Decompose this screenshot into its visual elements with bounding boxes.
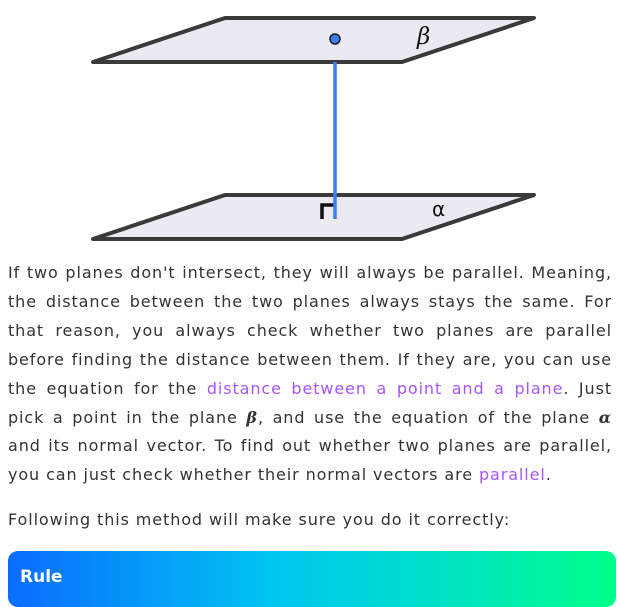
alpha-symbol: α <box>598 407 612 427</box>
plane-beta <box>93 18 534 62</box>
plane-alpha <box>93 195 534 239</box>
paragraph-text-5: . <box>545 465 552 485</box>
follow-method-text: Following this method will make sure you do it correctly: <box>8 510 511 529</box>
parallel-link[interactable]: parallel <box>478 465 546 485</box>
rule-banner <box>8 551 616 607</box>
parallel-planes-figure <box>0 0 620 250</box>
paragraph-text-2: . Just pick a point in the plane <box>8 378 613 427</box>
paragraph-text-4: and its normal vector. To find out whether two planes are parallel, you can just check whether their normal vectors are <box>8 436 612 485</box>
beta-symbol: β <box>246 407 258 427</box>
paragraph-text-3: , and use the equation of the plane <box>257 407 599 427</box>
explanation-paragraph <box>8 259 612 490</box>
distance-point-plane-link[interactable]: distance between a point and a plane <box>206 378 564 398</box>
alpha-label: α <box>432 197 446 221</box>
point-in-beta <box>330 34 340 44</box>
beta-label: β <box>417 24 431 50</box>
paragraph-text-1: If two planes don't intersect, they will always be parallel. Meaning, the distance between the two planes always stays the same. For that reason, you always check whether two planes are parallel before finding the distance between them. If they are, you can use the equation for the <box>8 263 612 398</box>
rule-title: Rule <box>20 567 63 587</box>
